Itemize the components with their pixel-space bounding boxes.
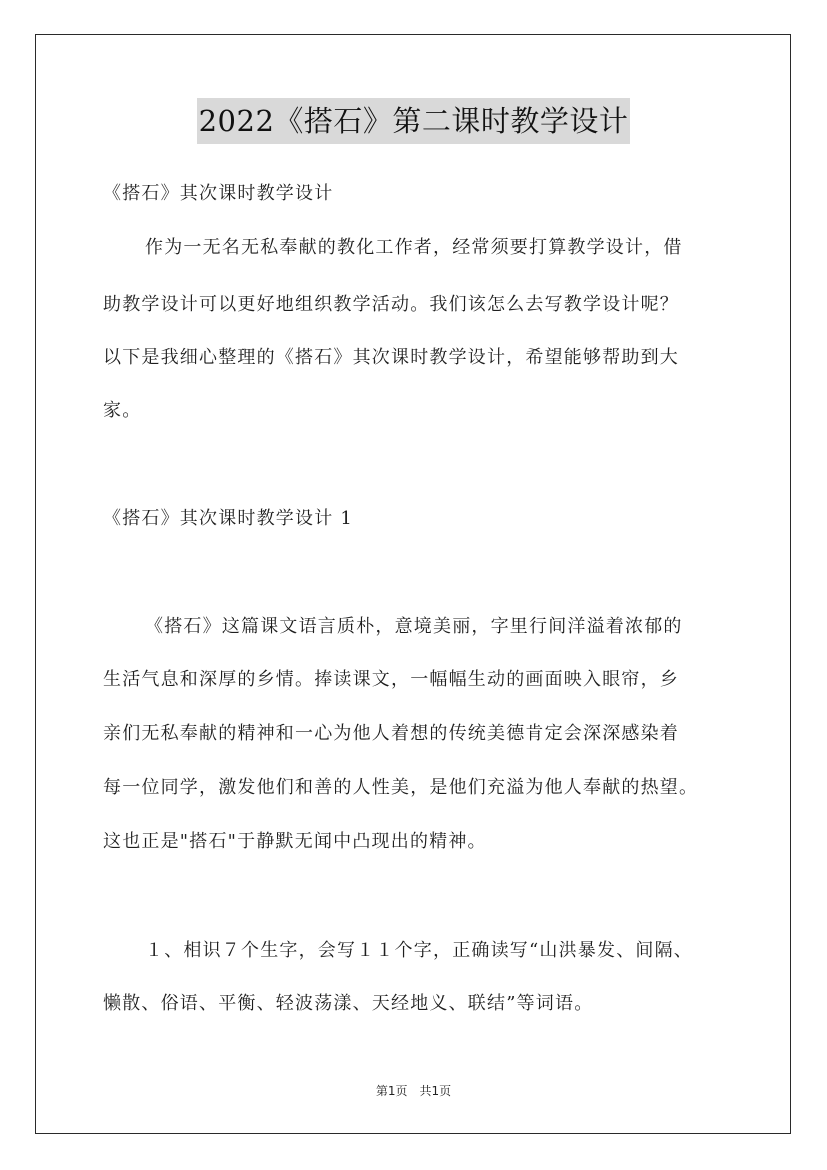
document-subtitle: 《搭石》其次课时教学设计 [103,183,334,204]
body-line-3: 亲们无私奉献的精神和一心为他人着想的传统美德肯定会深深感染着 [103,723,679,744]
body-line-5: 这也正是"搭石"于静默无闻中凸现出的精神。 [103,831,487,852]
body-line-1: 《搭石》这篇课文语言质朴，意境美丽，字里行间洋溢着浓郁的 [145,616,683,637]
intro-line-2: 助教学设计可以更好地组织教学活动。我们该怎么去写教学设计呢？ [103,294,679,315]
section-heading: 《搭石》其次课时教学设计 1 [103,508,353,529]
body-line-2: 生活气息和深厚的乡情。捧读课文，一幅幅生动的画面映入眼帘，乡 [103,669,679,690]
body-line-4: 每一位同学，激发他们和善的人性美，是他们充溢为他人奉献的热望。 [103,777,699,798]
intro-line-3: 以下是我细心整理的《搭石》其次课时教学设计，希望能够帮助到大 [103,347,679,368]
objective-line-1: １、相识７个生字，会写１１个字，正确读写“山洪暴发、间隔、 [145,940,693,961]
objective-line-2: 懒散、俗语、平衡、轻波荡漾、天经地义、联结”等词语。 [103,993,594,1014]
intro-line-1: 作为一无名无私奉献的教化工作者，经常须要打算教学设计，借 [145,237,683,258]
intro-line-4: 家。 [103,400,142,421]
document-title: 2022《搭石》第二课时教学设计 [197,98,631,144]
title-container [0,98,827,144]
page-number-footer: 第1页 共1页 [375,1084,452,1098]
